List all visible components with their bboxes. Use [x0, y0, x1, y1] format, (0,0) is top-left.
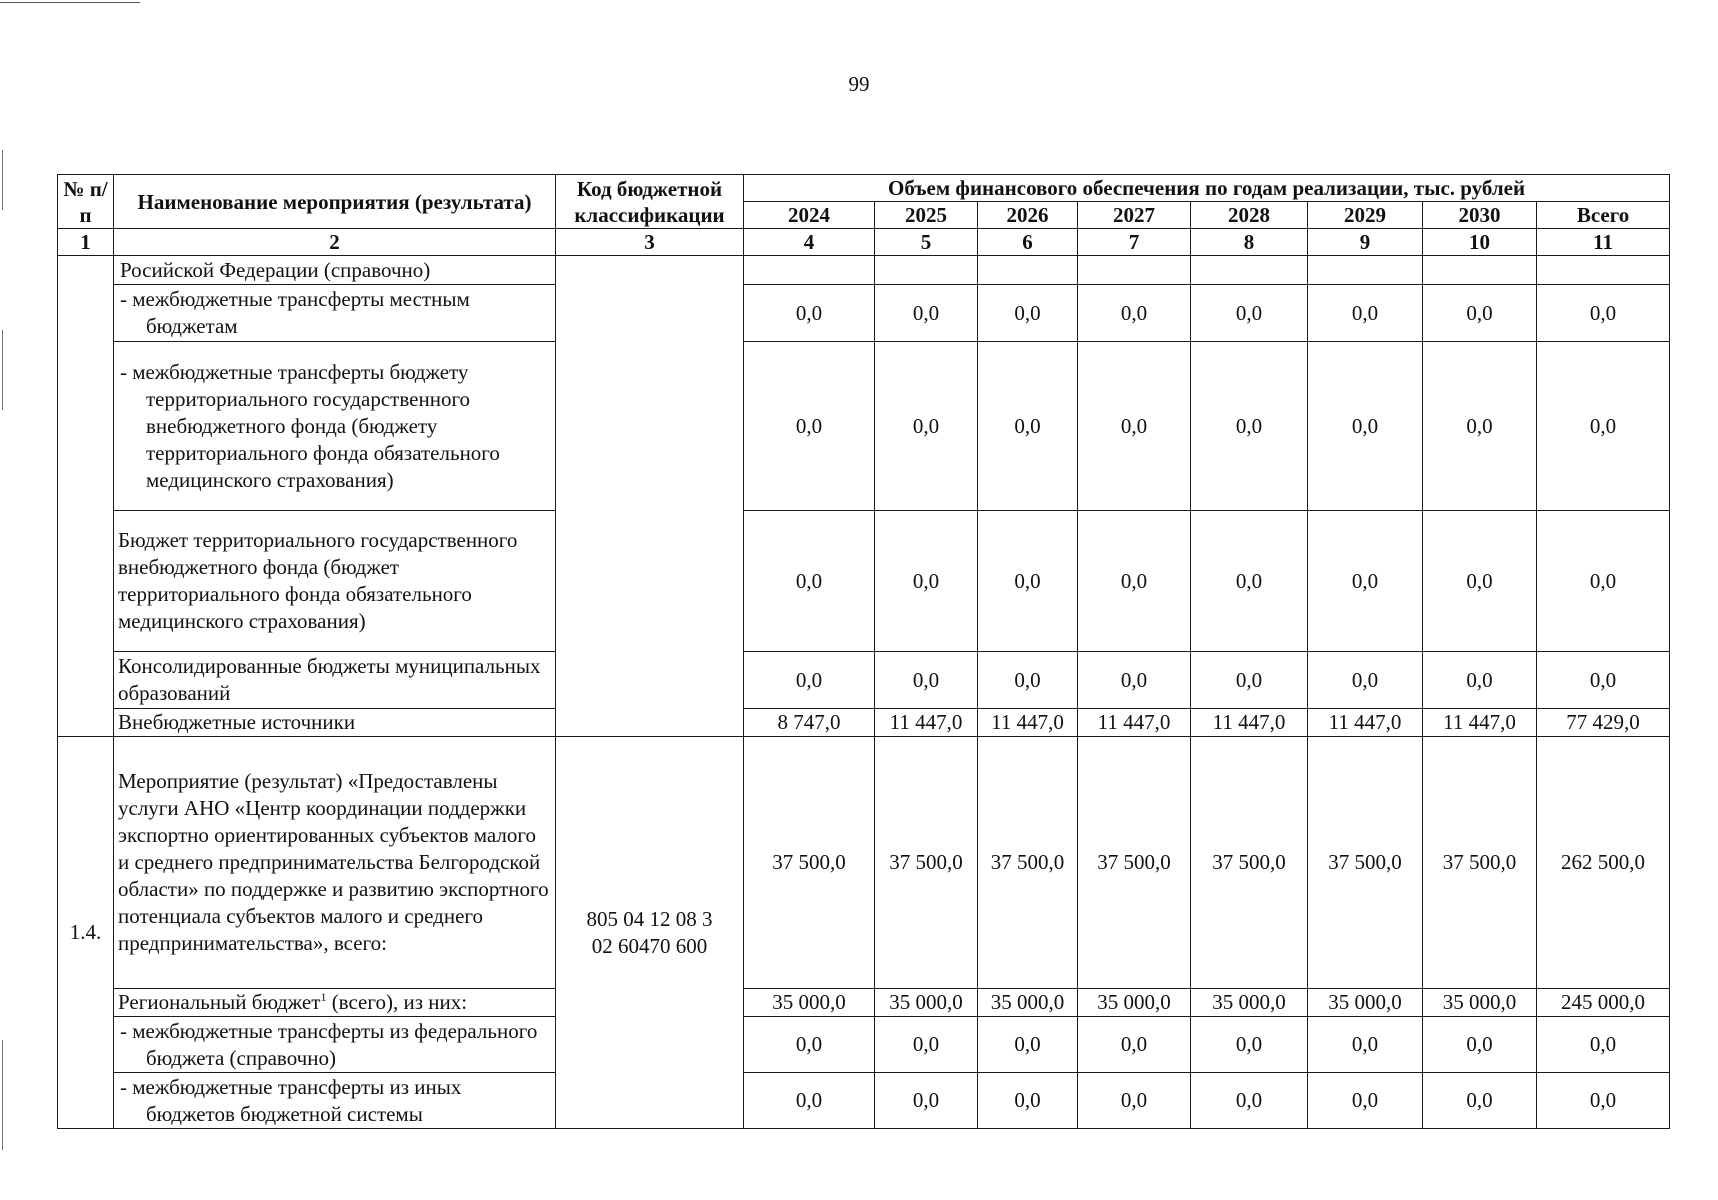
row-total: 0,0	[1537, 285, 1670, 342]
row-name: Мероприятие (результат) «Предоставлены услуги АНО «Центр координации поддержки экспортно ориентированных субъектов малого и среднего предпринимательства Белгородской области» по поддержке и развитию экспортного потенциала субъектов малого и среднего предпринимательства», всего:	[114, 737, 556, 989]
row-total: 0,0	[1537, 652, 1670, 709]
row-value: 0,0	[875, 1073, 978, 1129]
row-value: 11 447,0	[875, 709, 978, 737]
row-total: 0,0	[1537, 1017, 1670, 1073]
header-year: 2028	[1191, 202, 1308, 229]
footnote-mark: 1	[320, 990, 327, 1004]
row-total: 0,0	[1537, 342, 1670, 511]
row-value: 0,0	[1078, 652, 1191, 709]
column-number: 8	[1191, 229, 1308, 256]
row-value: 0,0	[1191, 511, 1308, 652]
row-name: Внебюджетные источники	[114, 709, 556, 737]
row-value: 0,0	[978, 342, 1078, 511]
row-value	[1308, 256, 1423, 285]
row-total: 0,0	[1537, 511, 1670, 652]
row-value: 0,0	[978, 511, 1078, 652]
row-value	[875, 256, 978, 285]
row-value: 0,0	[1308, 1017, 1423, 1073]
row-value: 0,0	[875, 342, 978, 511]
row-value: 35 000,0	[978, 989, 1078, 1017]
row-value: 0,0	[1308, 285, 1423, 342]
header-year: 2024	[744, 202, 875, 229]
row-value: 0,0	[744, 511, 875, 652]
left-margin-mark	[2, 330, 3, 410]
row-index: 1.4.	[58, 737, 114, 1129]
row-total: 77 429,0	[1537, 709, 1670, 737]
left-margin-mark	[2, 1040, 3, 1150]
table-row	[58, 285, 1670, 342]
row-value: 0,0	[1191, 285, 1308, 342]
row-value: 0,0	[1308, 652, 1423, 709]
column-number: 7	[1078, 229, 1191, 256]
header-year: 2029	[1308, 202, 1423, 229]
row-value: 0,0	[1078, 1073, 1191, 1129]
column-number: 10	[1423, 229, 1537, 256]
table-row	[58, 709, 1670, 737]
row-name: - межбюджетные трансферты местным бюджетам	[114, 285, 556, 342]
header-year: 2025	[875, 202, 978, 229]
row-value: 0,0	[875, 511, 978, 652]
row-value: 0,0	[1308, 511, 1423, 652]
row-index-empty	[58, 256, 114, 737]
column-number: 2	[114, 229, 556, 256]
row-value	[1078, 256, 1191, 285]
row-value: 0,0	[1078, 285, 1191, 342]
row-value: 0,0	[744, 285, 875, 342]
row-value: 0,0	[1308, 1073, 1423, 1129]
row-total: 245 000,0	[1537, 989, 1670, 1017]
row-value: 0,0	[1423, 1073, 1537, 1129]
row-value: 11 447,0	[1308, 709, 1423, 737]
row-value: 35 000,0	[1078, 989, 1191, 1017]
row-value: 0,0	[875, 1017, 978, 1073]
row-value: 11 447,0	[978, 709, 1078, 737]
row-value: 8 747,0	[744, 709, 875, 737]
row-value: 35 000,0	[1308, 989, 1423, 1017]
row-value	[1191, 256, 1308, 285]
table-row	[58, 342, 1670, 511]
column-number: 5	[875, 229, 978, 256]
row-value: 0,0	[978, 1017, 1078, 1073]
row-value: 0,0	[1078, 511, 1191, 652]
row-value: 11 447,0	[1423, 709, 1537, 737]
left-margin-mark	[2, 150, 3, 210]
header-year: 2030	[1423, 202, 1537, 229]
table-row	[58, 737, 1670, 989]
row-value: 0,0	[1191, 1073, 1308, 1129]
row-name-suffix: (всего), из них:	[326, 990, 468, 1014]
row-value: 35 000,0	[744, 989, 875, 1017]
column-number: 11	[1537, 229, 1670, 256]
row-value: 0,0	[978, 652, 1078, 709]
row-value: 0,0	[1078, 342, 1191, 511]
column-number: 6	[978, 229, 1078, 256]
row-name: - межбюджетные трансферты из иных бюджетов бюджетной системы	[114, 1073, 556, 1129]
column-number: 3	[556, 229, 744, 256]
row-value: 37 500,0	[1308, 737, 1423, 989]
row-value: 37 500,0	[978, 737, 1078, 989]
row-value: 0,0	[978, 1073, 1078, 1129]
header-code: Код бюджетной классификации	[556, 175, 744, 229]
row-name: Росийской Федерации (справочно)	[114, 256, 556, 285]
table-row	[58, 989, 1670, 1017]
table-row	[58, 1073, 1670, 1129]
row-value: 0,0	[1191, 342, 1308, 511]
row-value: 35 000,0	[1423, 989, 1537, 1017]
row-value: 0,0	[1423, 511, 1537, 652]
row-value: 35 000,0	[1191, 989, 1308, 1017]
row-value: 37 500,0	[1078, 737, 1191, 989]
row-name: - межбюджетные трансферты бюджету территориального государственного внебюджетного фонда (бюджету территориального фонда обязательного медицинского страхования)	[114, 342, 556, 511]
row-total: 0,0	[1537, 1073, 1670, 1129]
row-value	[744, 256, 875, 285]
header-total: Всего	[1537, 202, 1670, 229]
table-row	[58, 511, 1670, 652]
row-value: 35 000,0	[875, 989, 978, 1017]
row-value: 37 500,0	[744, 737, 875, 989]
row-value: 0,0	[744, 652, 875, 709]
row-value: 0,0	[1423, 1017, 1537, 1073]
page-number: 99	[848, 72, 870, 96]
row-total: 262 500,0	[1537, 737, 1670, 989]
row-value: 0,0	[1423, 652, 1537, 709]
row-value	[1423, 256, 1537, 285]
row-value: 0,0	[1423, 342, 1537, 511]
financing-table	[57, 174, 1670, 1129]
column-number: 9	[1308, 229, 1423, 256]
row-name: Бюджет территориального государственного внебюджетного фонда (бюджет территориального фонда обязательного медицинского страхования)	[114, 511, 556, 652]
header-name: Наименование мероприятия (результата)	[114, 175, 556, 229]
row-value: 0,0	[1423, 285, 1537, 342]
table-row	[58, 652, 1670, 709]
row-code: 805 04 12 08 3 02 60470 600	[556, 737, 744, 1129]
row-value: 37 500,0	[1191, 737, 1308, 989]
header-volume: Объем финансового обеспечения по годам реализации, тыс. рублей	[744, 175, 1670, 202]
row-value: 0,0	[744, 1017, 875, 1073]
top-rule	[0, 2, 140, 3]
column-number: 1	[58, 229, 114, 256]
row-name-prefix: Региональный бюджет	[118, 990, 321, 1014]
row-name: Консолидированные бюджеты муниципальных образований	[114, 652, 556, 709]
row-value: 37 500,0	[1423, 737, 1537, 989]
row-value: 0,0	[744, 342, 875, 511]
column-number: 4	[744, 229, 875, 256]
table-row	[58, 256, 1670, 285]
row-value: 0,0	[978, 285, 1078, 342]
row-value: 0,0	[1308, 342, 1423, 511]
row-value: 11 447,0	[1078, 709, 1191, 737]
row-value: 0,0	[1078, 1017, 1191, 1073]
row-value: 0,0	[875, 652, 978, 709]
row-value: 0,0	[1191, 652, 1308, 709]
header-year: 2026	[978, 202, 1078, 229]
table-row	[58, 1017, 1670, 1073]
row-value	[978, 256, 1078, 285]
row-total	[1537, 256, 1670, 285]
row-value: 37 500,0	[875, 737, 978, 989]
row-value: 0,0	[1191, 1017, 1308, 1073]
row-code-empty	[556, 256, 744, 737]
row-value: 11 447,0	[1191, 709, 1308, 737]
row-name	[114, 989, 556, 1017]
header-no: № п/п	[58, 175, 114, 229]
row-value: 0,0	[744, 1073, 875, 1129]
header-year: 2027	[1078, 202, 1191, 229]
row-name: - межбюджетные трансферты из федерального бюджета (справочно)	[114, 1017, 556, 1073]
row-value: 0,0	[875, 285, 978, 342]
